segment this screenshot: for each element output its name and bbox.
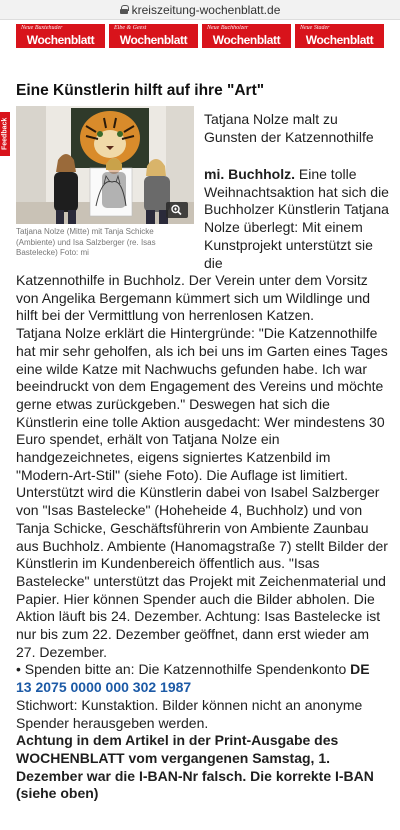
logo-elbe-geest[interactable] (109, 24, 198, 48)
lead-text: Eine tolle Weihnachtsaktion hat sich die Buchholzer Künstlerin Tatjana Nolze überlegt: Mit einem Kunstprojekt unterstützt sie die (204, 166, 389, 271)
logo-buchholz[interactable] (202, 24, 291, 48)
browser-url-bar[interactable] (0, 0, 400, 20)
donation-paragraph (16, 661, 390, 696)
photo-caption: Tatjana Nolze (Mitte) mit Tanja Schicke (Ambiente) und Isa Salzberger (re. Isas Bastelecke) Foto: mi (16, 227, 156, 257)
logo-subtitle: Neue Buxtehuder (21, 25, 63, 31)
url-domain: kreiszeitung-wochenblatt.de (131, 2, 281, 17)
logo-stade[interactable] (295, 24, 384, 48)
article-photo-figure (16, 106, 194, 257)
logo-subtitle: Elbe & Geest (114, 25, 147, 31)
publication-logos (0, 20, 400, 52)
article-subtitle: Tatjana Nolze malt zu Gunsten der Katzennothilfe (204, 111, 374, 145)
logo-wordmark: Wochenblatt (119, 33, 188, 47)
body-paragraph: Tatjana Nolze erklärt die Hintergründe: "Die Katzennothilfe hat mir sehr geholfen, als ich bei uns im Garten eines Tages eine wilde Katze mit Nachwuchs gefunden habe. Ich war beeindruckt von dem Engagement des Vereins und möchte gerne etwas zurückgeben." Deswegen hat sich die Künstlerin eine tolle Aktion ausgedacht: Wer mindestens 30 Euro spendet, erhält von Tatjana Nolze ein handgezeichnetes, eigens signiertes Katzenbild im "Modern-Art-Stil" (siehe Foto). Die Auflage ist limitiert. Unterstützt wird die Künstlerin dabei von Isabel Salzberger von "Isas Bastelecke" (Hoheheide 4, Buchholz) und von Tanja Schicke, Geschäftsführerin von Ambiente Zaunbau aus Buchholz. Ambiente (Hanomagstraße 7) stellt Bilder der Künstlerin im Kundenbereich öffentlich aus. "Isas Bastelecke" unterstützt das Projekt mit Zeichenmaterial und Papier. Hier können Spender auch die Bilder abholen. Die Aktion läuft bis 24. Dezember. Achtung: Isas Bastelecke ist nur bis zum 22. Dezember geöffnet, dann erst wieder am 27. Dezember. (16, 325, 388, 660)
iban-number: 13 2075 0000 000 302 1987 (16, 679, 192, 696)
article-lead (204, 166, 394, 272)
dateline: mi. Buchholz. (204, 166, 295, 182)
logo-wordmark: Wochenblatt (26, 33, 95, 47)
zoom-icon[interactable] (166, 202, 188, 218)
donation-prefix: • Spenden bitte an: Die Katzennothilfe Spendenkonto (16, 661, 351, 678)
article-title: Eine Künstlerin hilft auf ihre "Art" (16, 82, 265, 99)
correction-note: Achtung in dem Artikel in der Print-Ausgabe des WOCHENBLATT vom vergangenen Samstag, 1. Dezember war die I-BAN-Nr falsch. Die korrekte I-BAN (siehe oben) (16, 732, 374, 802)
feedback-tab[interactable]: Feedback (0, 112, 10, 156)
logo-buxtehude[interactable] (16, 24, 105, 48)
article-photo[interactable] (16, 106, 194, 224)
logo-subtitle: Neue Buchholzer (207, 25, 249, 31)
logo-subtitle: Neue Stader (300, 25, 330, 31)
iban-country: DE (350, 661, 370, 678)
logo-wordmark: Wochenblatt (305, 33, 374, 47)
body-paragraph: Katzennothilfe in Buchholz. Der Verein unter dem Vorsitz von Angelika Bergemann kümmert sich um Wildlinge und hilft bei der Vermittlung von herrenlosen Katzen. (16, 272, 371, 324)
article-body (16, 272, 390, 803)
logo-wordmark: Wochenblatt (212, 33, 281, 47)
lock-icon (120, 5, 128, 14)
keyword-note: Stichwort: Kunstaktion. Bilder können nicht an anonyme Spender herausgeben werden. (16, 696, 363, 731)
